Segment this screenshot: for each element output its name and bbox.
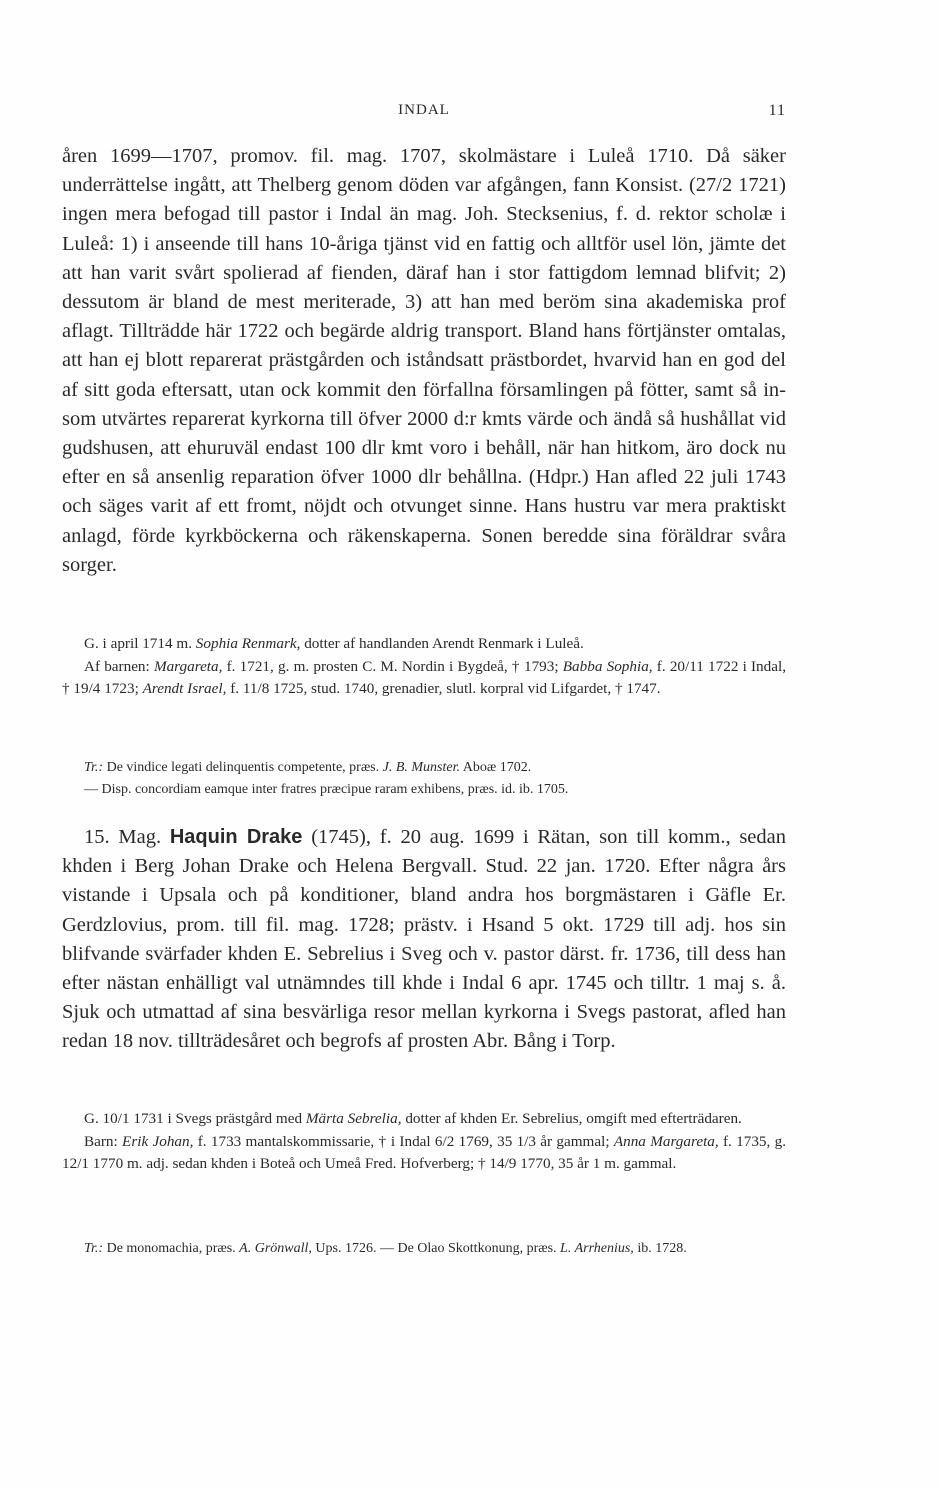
praeses-name: L. Arrhenius, xyxy=(560,1241,634,1256)
praeses-name: A. Grönwall, xyxy=(239,1241,312,1256)
child-name: Arendt Israel, xyxy=(142,680,227,698)
child-name: Erik Johan, xyxy=(122,1132,194,1150)
entry-text: (1745), f. 20 aug. 1699 i Rätan, son till komm., sedan khden i Berg Johan Drake och Helena Bergvall. Stud. 22 jan. 1720. Efter några års vistande i Upsala och på konditioner, bland andra hos borgmästaren i Gäfle Er. Gerdzlovius, prom. till fil. mag. 1728; prästv. i Hsand 5 okt. 1729 till adj. hos sin blifvande svärfader khden E. Sebrelius i Sveg och v. pastor därst. fr. 1736, till dess han efter nästan enhälligt val utnämndes till khde i Indal 6 apr. 1745 och tilltr. 1 maj s. å. Sjuk och utmattad af sina besvärliga resor mellan kyrkorna i Svegs pastorat, afled han redan 18 nov. tillträdesåret och begrofs af prosten Abr. Bång i Torp. xyxy=(62,826,787,1053)
works-label: Tr.: xyxy=(84,760,104,775)
wife-name: Sophia Renmark, xyxy=(195,635,301,652)
child-name: Anna Margareta, xyxy=(613,1132,719,1150)
entry-name: Haquin Drake xyxy=(169,826,303,848)
entry-14-notes xyxy=(62,633,786,701)
running-head xyxy=(62,102,786,124)
children-text: f. 1721, g. m. prosten C. M. Nordin i Bygdeå, † 1793; xyxy=(222,657,563,675)
entry-14-works xyxy=(62,757,786,801)
entry-14-works-line: — Disp. concordiam eamque inter fratres præcipue raram exhibens, præs. id. ib. 1705. xyxy=(84,782,569,797)
entry-15-paragraph xyxy=(62,823,786,1057)
wife-name: Märta Sebrelia, xyxy=(305,1110,402,1127)
children-text: f. 11/8 1725, stud. 1740, grenadier, slutl. korpral vid Lifgardet, † 1747. xyxy=(226,680,661,698)
praeses-name: J. B. Munster. xyxy=(382,760,461,775)
works-text: De monomachia, præs. xyxy=(103,1241,240,1256)
entry-15-children xyxy=(62,1131,786,1176)
child-name: Margareta, xyxy=(153,657,223,675)
entry-15-works-line xyxy=(62,1238,786,1260)
works-text: De vindice legati delinquentis competente, præs. xyxy=(103,760,383,775)
entry-number: 15. Mag. xyxy=(84,826,170,848)
entry-14-marriage xyxy=(62,633,786,656)
children-text: f. 1733 mantalskommissarie, † i Indal 6/2 1769, 35 1/3 år gammal; xyxy=(193,1132,614,1150)
works-label: Tr.: xyxy=(84,1241,104,1256)
works-text: ib. 1728. xyxy=(633,1241,687,1256)
entry-14-paragraph: åren 1699—1707, promov. fil. mag. 1707, skolmästare i Luleå 1710. Då säker underrättelse ingått, att Thelberg genom döden var afgången, fann Konsist. (27/2 1721) ingen mera befogad till pastor i Indal än mag. Joh. Stecksenius, f. d. rektor scholæ i Luleå: 1) i anseende till hans 10-åriga tjänst vid en fattig och alltför usel lön, jämte det att han varit svårt spolierad af fienden, däraf han i stor fattigdom lemnad blifvit; 2) dessutom är bland de mest meriterade, 3) att han med beröm sina akademiska prof aflagt. Tillträdde här 1722 och begärde aldrig transport. Bland hans förtjänster omtalas, att han ej blott reparerat prästgården och iståndsatt prästbordet, hvarvid han en god del af sitt goda eftersatt, utan ock kommit den förfallna församlingen på fötter, samt så in- som utvärtes reparerat kyrkorna till öfver 2000 d:r kmts värde och ändå så hushållat vid gudshusen, att ehuruväl endast 100 dlr kmt voro i behåll, när han hitkom, äro dock nu efter en så ansenlig reparation öfver 1000 dlr behållna. (Hdpr.) Han afled 22 juli 1743 och säges varit af ett fromt, nöjdt och otvunget sinne. Hans hustru var mera praktiskt anlagd, förde kyrkböckerna och räkenskaperna. Sonen beredde sina föräldrar svåra sorger. xyxy=(62,145,786,576)
children-text: Barn: xyxy=(84,1132,123,1150)
entry-15-marriage xyxy=(62,1108,786,1131)
entry-15-notes xyxy=(62,1108,786,1176)
works-text: Ups. 1726. — De Olao Skottkonung, præs. xyxy=(311,1241,561,1256)
works-text: Aboæ 1702. xyxy=(460,760,532,775)
entry-14-works-line xyxy=(62,757,786,779)
marriage-text: G. 10/1 1731 i Svegs prästgård med xyxy=(84,1110,306,1127)
entry-14-body xyxy=(62,142,786,580)
child-name: Babba Sophia, xyxy=(562,657,653,675)
entry-15-body xyxy=(62,823,786,1057)
children-text: f. 1735, g. 12/1 1770 m. adj. sedan khden i Boteå och Umeå Fred. Hofverberg; † 14/9 1770, 35 år 1 m. gammal. xyxy=(62,1132,787,1173)
page-number: 11 xyxy=(768,102,786,119)
marriage-text: dotter af handlanden Arendt Renmark i Luleå. xyxy=(300,635,584,652)
entry-14-children xyxy=(62,656,786,701)
marriage-text: dotter af khden Er. Sebrelius, omgift med efterträdaren. xyxy=(401,1110,742,1127)
children-text: Af barnen: xyxy=(84,657,154,675)
marriage-text: G. i april 1714 m. xyxy=(84,635,196,652)
entry-15-works xyxy=(62,1238,786,1260)
children-text: f. 20/11 1722 i Indal, † 19/4 1723; xyxy=(62,657,787,698)
page-title: INDAL xyxy=(398,102,450,118)
